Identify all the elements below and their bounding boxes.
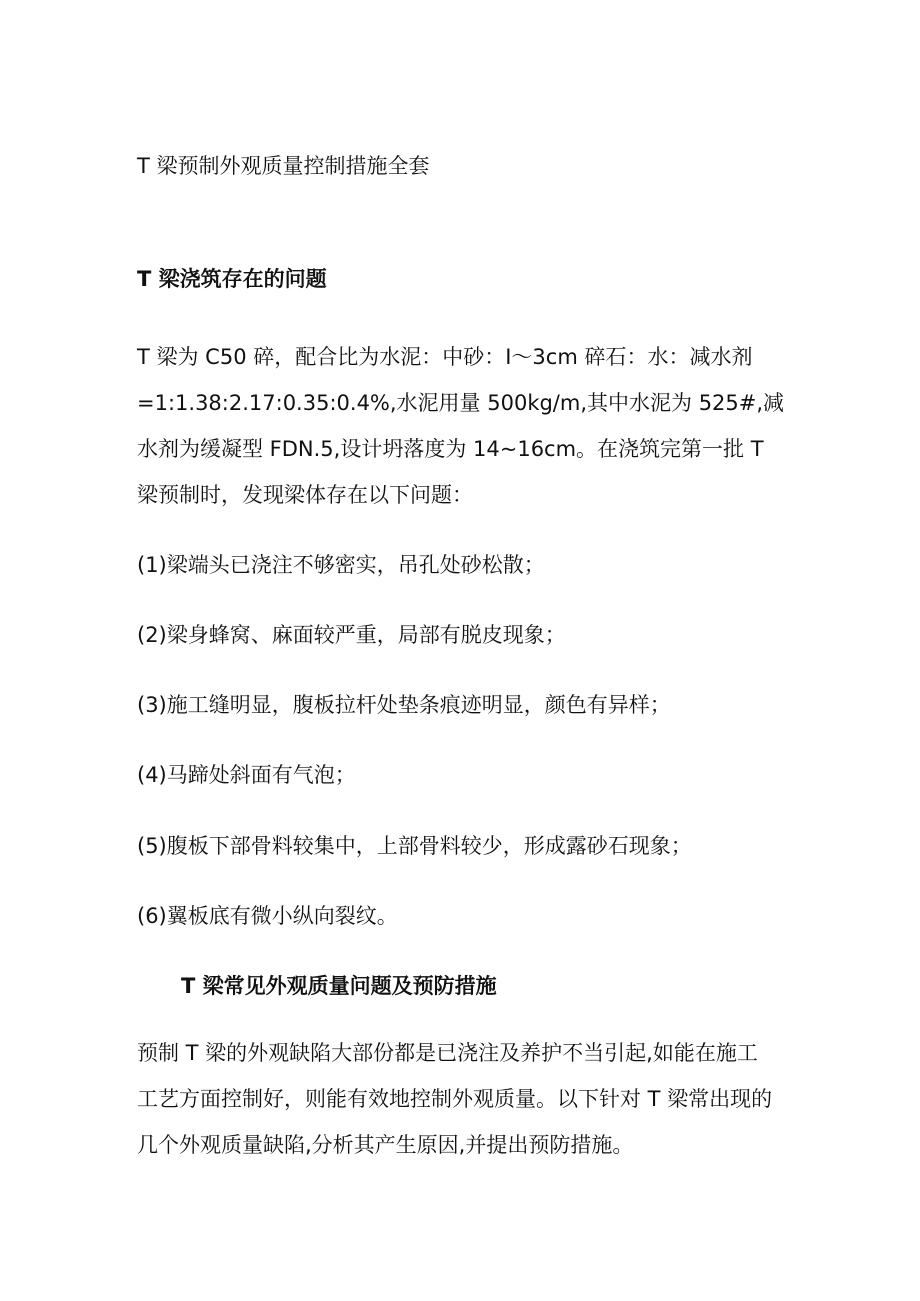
- paragraph-line: 水剂为缓凝型 FDN.5,设计坍落度为 14~16cm。在浇筑完第一批 T: [137, 437, 764, 461]
- section-paragraph-problems: [137, 334, 787, 518]
- problem-list-item: (6)翼板底有微小纵向裂纹。: [137, 904, 398, 928]
- section-heading-problems: T 梁浇筑存在的问题: [137, 267, 327, 291]
- paragraph-line: 几个外观质量缺陷,分析其产生原因,并提出预防措施。: [137, 1133, 634, 1157]
- problem-list-item: (2)梁身蜂窝、麻面较严重，局部有脱皮现象；: [137, 623, 566, 647]
- document-title: T 梁预制外观质量控制措施全套: [137, 154, 430, 178]
- problem-list-item: (3)施工缝明显，腹板拉杆处垫条痕迹明显，颜色有异样；: [137, 693, 671, 717]
- problem-list-item: (4)马蹄处斜面有气泡；: [137, 763, 356, 787]
- paragraph-line: 梁预制时，发现梁体存在以下问题：: [137, 483, 473, 507]
- paragraph-line: T 梁为 C50 碎，配合比为水泥：中砂：I〜3cm 碎石：水：减水剂: [137, 345, 753, 369]
- paragraph-line: 工艺方面控制好，则能有效地控制外观质量。以下针对 T 梁常出现的: [137, 1087, 773, 1111]
- problem-list-item: (1)梁端头已浇注不够密实，吊孔处砂松散；: [137, 553, 545, 577]
- paragraph-line: 预制 T 梁的外观缺陷大部份都是已浇注及养护不当引起,如能在施工: [137, 1041, 758, 1065]
- section-heading-prevention: T 梁常见外观质量问题及预防措施: [181, 974, 497, 998]
- problem-list-item: (5)腹板下部骨料较集中，上部骨料较少，形成露砂石现象；: [137, 834, 692, 858]
- paragraph-line: =1:1.38:2.17:0.35:0.4%,水泥用量 500kg/m,其中水泥为 525#,减: [137, 391, 785, 415]
- section-paragraph-prevention: [137, 1030, 772, 1168]
